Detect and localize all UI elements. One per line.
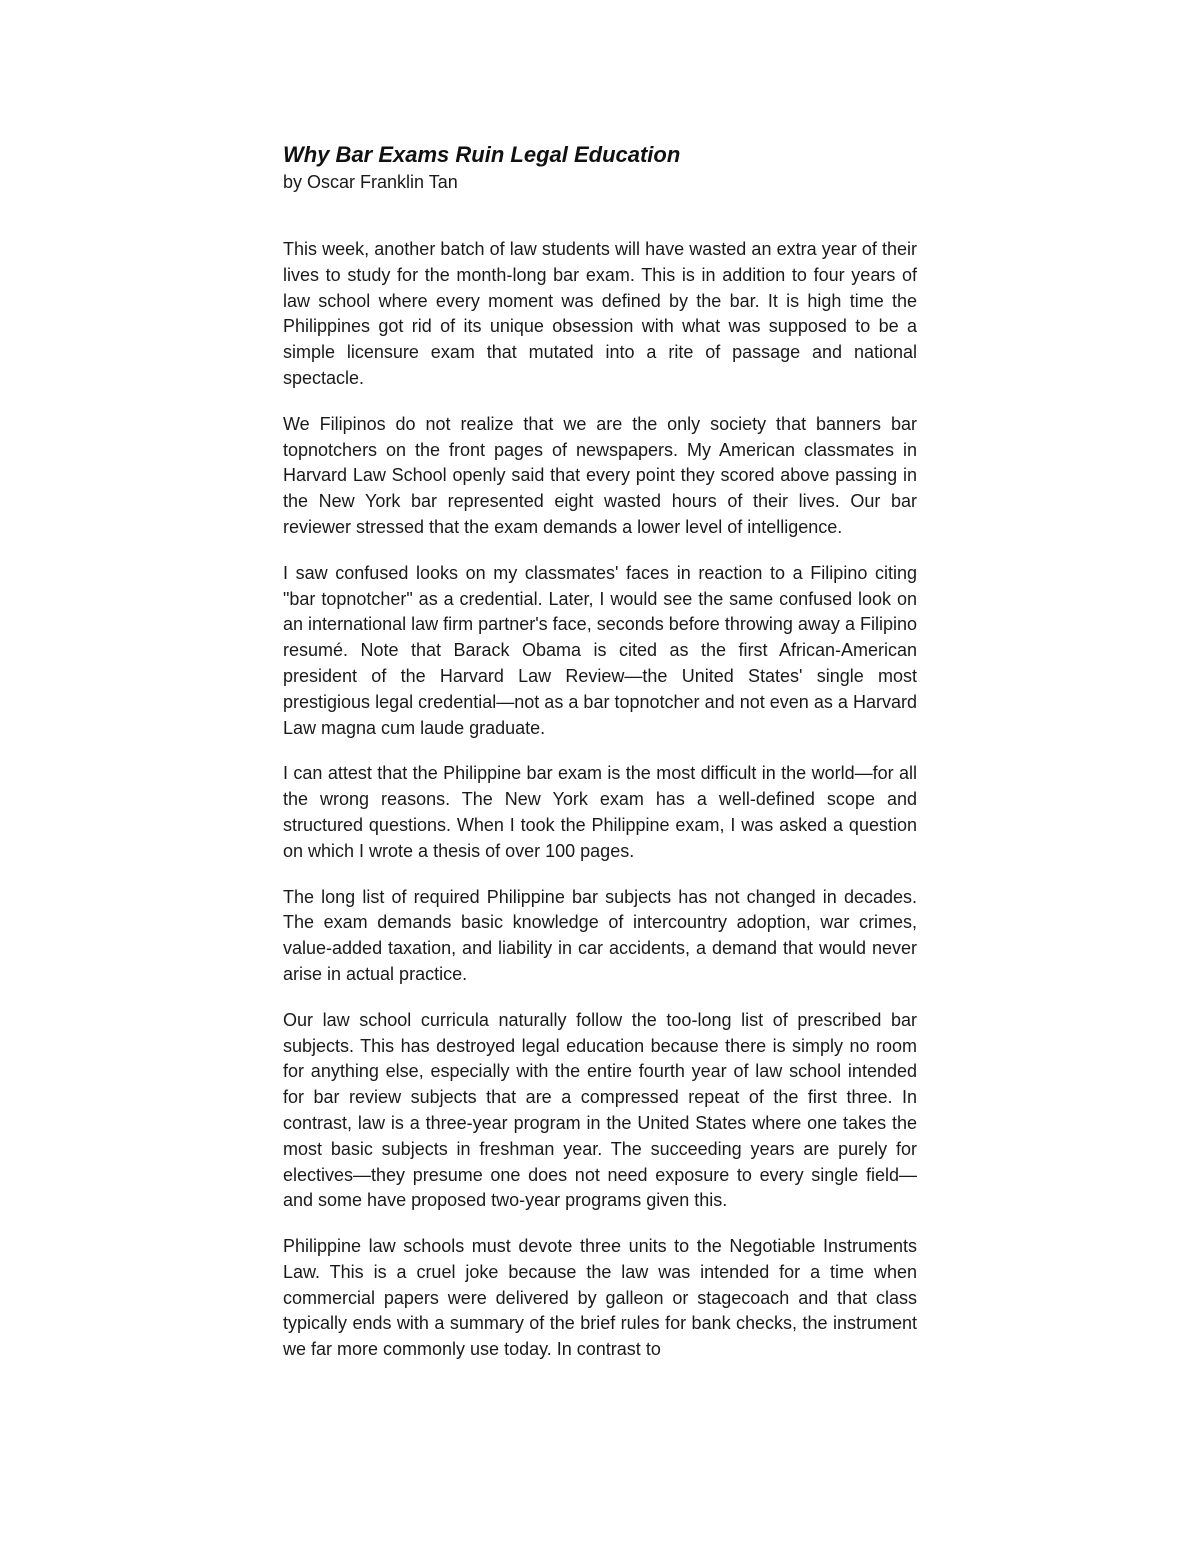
article-title: Why Bar Exams Ruin Legal Education xyxy=(283,142,681,167)
paragraph-5: The long list of required Philippine bar subjects has not changed in decades. The exam demands basic knowledge of intercountry adoption, war crimes, value-added taxation, and liability in car accidents, a demand that would never arise in actual practice. xyxy=(283,886,917,984)
article-byline: by Oscar Franklin Tan xyxy=(283,172,458,192)
paragraph-7: Philippine law schools must devote three units to the Negotiable Instruments Law. This is a cruel joke because the law was intended for a time when commercial papers were delivered by galleon or stagecoach and that class typically ends with a summary of the brief rules for bank checks, the instrument we far more commonly use today. In contrast to xyxy=(283,1236,917,1360)
paragraph-2: We Filipinos do not realize that we are the only society that banners bar topnotchers on the front pages of newspapers. My American classmates in Harvard Law School openly said that every point they scored above passing in the New York bar represented eight wasted hours of their lives. Our bar reviewer stressed that the exam demands a lower level of intelligence. xyxy=(283,413,917,537)
paragraph-4: I can attest that the Philippine bar exam is the most difficult in the world—for all the wrong reasons. The New York exam has a well-defined scope and structured questions. When I took the Philippine exam, I was asked a question on which I wrote a thesis of over 100 pages. xyxy=(283,763,917,861)
paragraph-3: I saw confused looks on my classmates' faces in reaction to a Filipino citing "bar topnotcher" as a credential. Later, I would see the same confused look on an international law firm partner's face, seconds before throwing away a Filipino resumé. Note that Barack Obama is cited as the first African-American president of the Harvard Law Review—the United States' single most prestigious legal credential—not as a bar topnotcher and not even as a Harvard Law magna cum laude graduate. xyxy=(283,562,917,738)
article-body xyxy=(283,140,917,1383)
paragraph-1: This week, another batch of law students will have wasted an extra year of their lives to study for the month-long bar exam. This is in addition to four years of law school where every moment was defined by the bar. It is high time the Philippines got rid of its unique obsession with what was supposed to be a simple licensure exam that mutated into a rite of passage and national spectacle. xyxy=(283,239,917,388)
paragraph-6: Our law school curricula naturally follow the too-long list of prescribed bar subjects. This has destroyed legal education because there is simply no room for anything else, especially with the entire fourth year of law school intended for bar review subjects that are a compressed repeat of the first three. In contrast, law is a three-year program in the United States where one takes the most basic subjects in freshman year. The succeeding years are purely for electives—they presume one does not need exposure to every single field—and some have proposed two-year programs given this. xyxy=(283,1009,917,1211)
